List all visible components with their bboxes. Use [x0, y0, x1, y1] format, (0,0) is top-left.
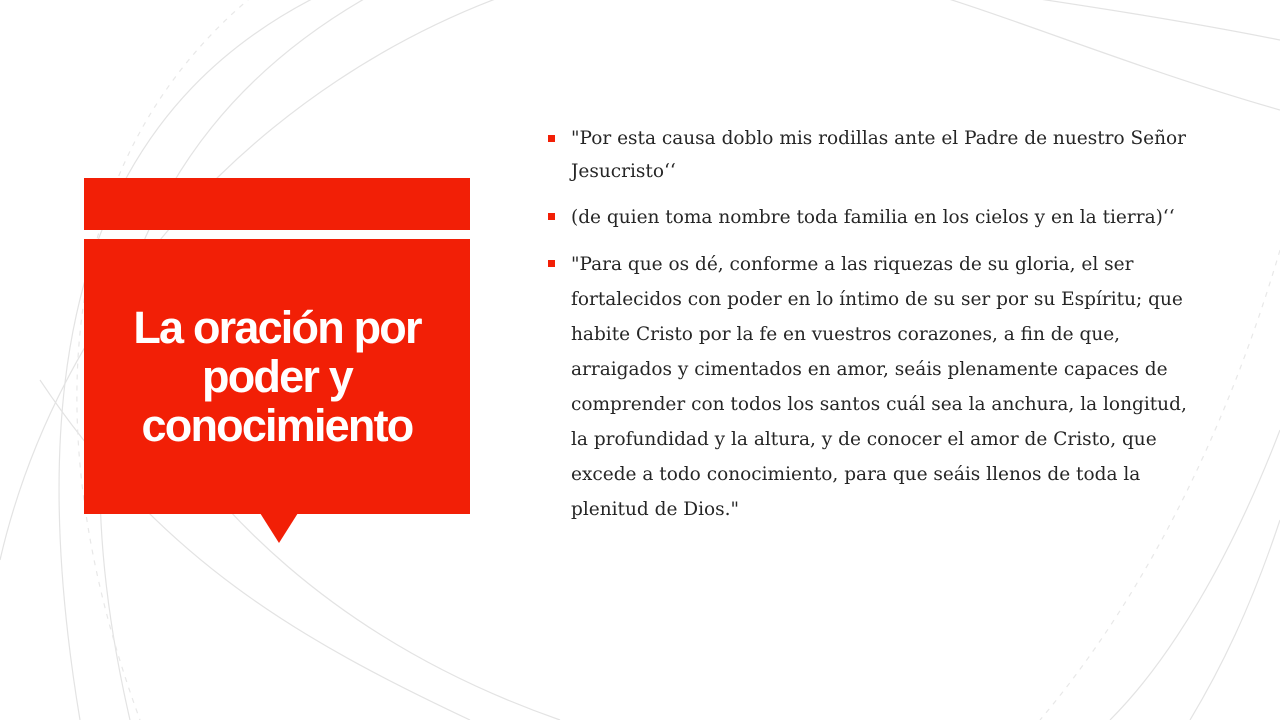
bullet-text: (de quien toma nombre toda familia en los cielos y en la tierra)‘‘ [571, 207, 1175, 228]
bullet-list [548, 122, 1188, 527]
bullet-text: "Por esta causa doblo mis rodillas ante el Padre de nuestro Señor Jesucristo‘‘ [571, 128, 1187, 182]
bullet-item [548, 122, 1188, 188]
title-pointer [260, 513, 298, 543]
slide-title: La oración por poder y conocimiento [133, 302, 421, 451]
bullet-item [548, 247, 1188, 527]
square-bullet-icon [548, 213, 555, 220]
square-bullet-icon [548, 260, 555, 267]
bullet-item [548, 200, 1188, 235]
title-box [84, 239, 470, 514]
square-bullet-icon [548, 135, 555, 142]
bullet-text: "Para que os dé, conforme a las riquezas de su gloria, el ser fortalecidos con poder en lo íntimo de su ser por su Espíritu; que habite Cristo por la fe en vuestros corazones, a fin de que, arraigados y cimentados en amor, seáis plenamente capaces de comprender con todos los santos cuál sea la anchura, la longitud, la profundidad y la altura, y de conocer el amor de Cristo, que excede a todo conocimiento, para que seáis llenos de toda la plenitud de Dios." [571, 254, 1187, 520]
content-area [548, 122, 1188, 539]
title-accent-bar [84, 178, 470, 230]
